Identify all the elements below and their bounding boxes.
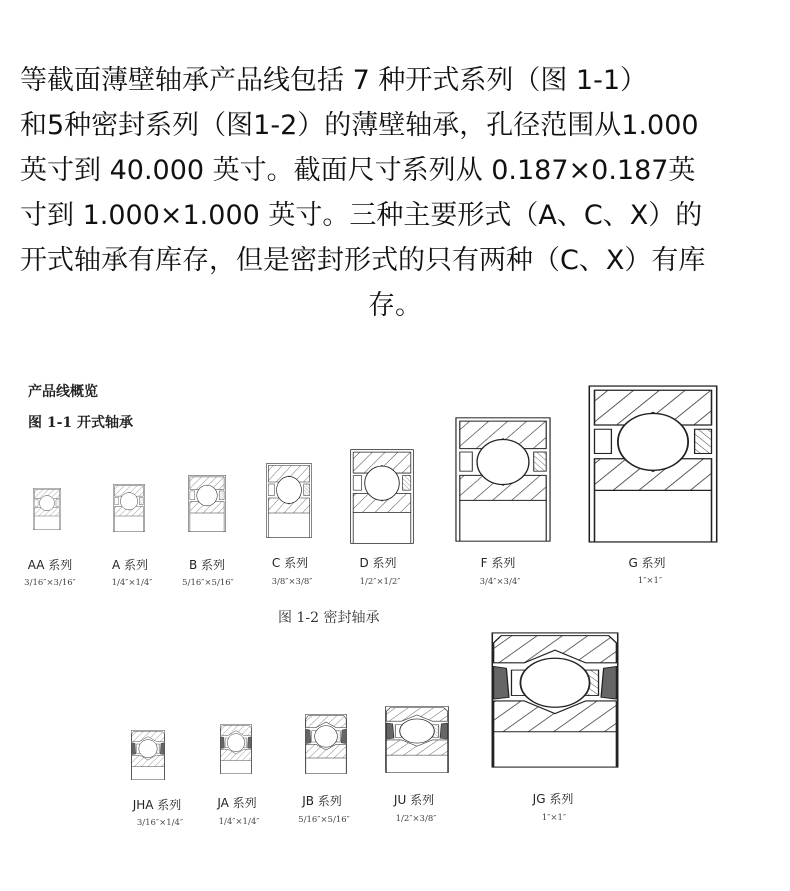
series-size: 1/2″×3/8″ bbox=[395, 814, 437, 824]
series-label: JHA 系列 bbox=[132, 798, 182, 812]
bearing-b-drawing bbox=[188, 475, 226, 532]
intro-line: 英寸到 40.000 英寸。截面尺寸系列从 0.187×0.187英 bbox=[20, 155, 696, 186]
series-size: 3/4″×3/4″ bbox=[479, 577, 521, 587]
bearing-g-drawing bbox=[588, 385, 718, 543]
series-label: AA 系列 bbox=[27, 558, 73, 572]
figure-1-1-title: 图 1-1 开式轴承 bbox=[28, 415, 134, 431]
series-size: 5/16″×5/16″ bbox=[182, 578, 234, 588]
series-size: 1″×1″ bbox=[541, 813, 567, 823]
series-label: G 系列 bbox=[628, 556, 666, 570]
series-size: 1/4″×1/4″ bbox=[111, 578, 153, 588]
series-size: 3/16″×1/4″ bbox=[136, 818, 184, 828]
intro-line: 等截面薄壁轴承产品线包括 7 种开式系列（图 1-1） bbox=[20, 65, 648, 96]
bearing-jg-drawing bbox=[491, 632, 619, 768]
figure-1-2-title: 图 1-2 密封轴承 bbox=[278, 610, 380, 626]
series-size: 3/8″×3/8″ bbox=[271, 577, 313, 587]
overview-title: 产品线概览 bbox=[28, 384, 98, 400]
bearing-jb-drawing bbox=[305, 714, 347, 774]
series-label: C 系列 bbox=[271, 556, 309, 570]
series-label: D 系列 bbox=[359, 556, 397, 570]
intro-line: 开式轴承有库存，但是密封形式的只有两种（C、X）有库 bbox=[20, 245, 706, 276]
intro-paragraph bbox=[20, 58, 770, 328]
series-size: 3/16″×3/16″ bbox=[24, 578, 76, 588]
series-label: JU 系列 bbox=[393, 793, 435, 807]
bearing-d-drawing bbox=[350, 449, 414, 544]
series-label: JG 系列 bbox=[532, 792, 574, 806]
bearing-a-drawing bbox=[113, 484, 145, 532]
series-label: B 系列 bbox=[188, 558, 226, 572]
bearing-c-drawing bbox=[266, 463, 312, 538]
series-size: 1/4″×1/4″ bbox=[218, 817, 260, 827]
bearing-ju-drawing bbox=[385, 706, 449, 773]
series-size: 1″×1″ bbox=[637, 576, 663, 586]
intro-line: 和5种密封系列（图1-2）的薄壁轴承，孔径范围从1.000 bbox=[20, 110, 699, 141]
series-label: F 系列 bbox=[480, 556, 516, 570]
series-size: 1/2″×1/2″ bbox=[359, 577, 401, 587]
bearing-ja-drawing bbox=[220, 724, 252, 774]
series-label: JB 系列 bbox=[302, 794, 342, 808]
series-label: JA 系列 bbox=[217, 796, 257, 810]
intro-line: 寸到 1.000×1.000 英寸。三种主要形式（A、C、X）的 bbox=[20, 200, 703, 231]
bearing-jha-drawing bbox=[131, 730, 165, 780]
bearing-f-drawing bbox=[455, 417, 551, 542]
intro-line: 存。 bbox=[368, 290, 422, 321]
series-size: 5/16″×5/16″ bbox=[298, 815, 350, 825]
series-label: A 系列 bbox=[111, 558, 149, 572]
bearing-aa-drawing bbox=[33, 488, 61, 530]
